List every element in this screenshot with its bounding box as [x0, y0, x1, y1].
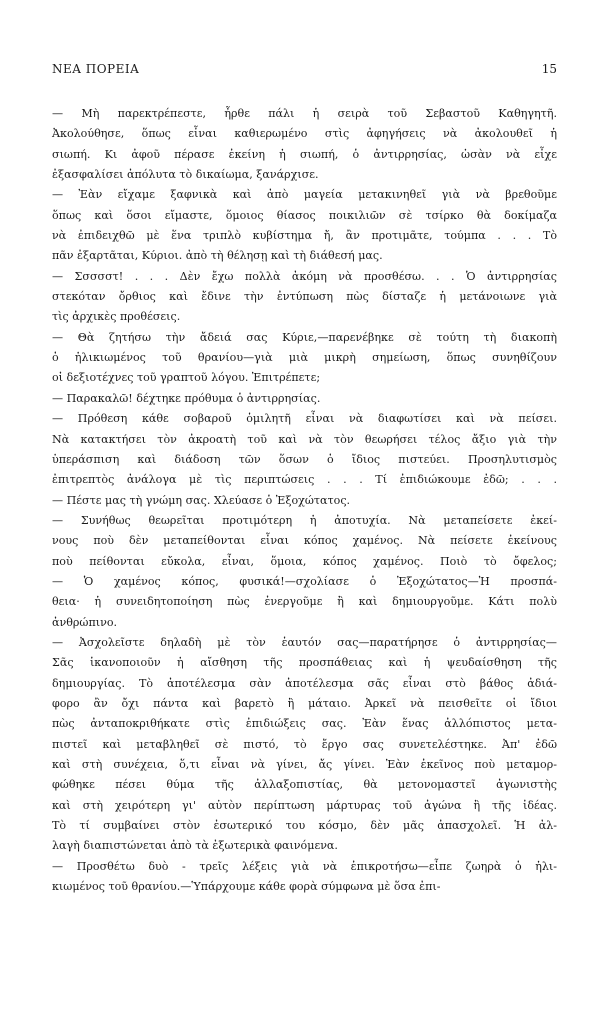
text-line: κιωμένος τοῦ θρανίου.—Ὑπάρχουμε κάθε φορὰ σύμφωνα μὲ ὅσα ἐπι-	[52, 880, 441, 894]
text-line: ποὺ πείθονται εὔκολα, εἶναι, ὅμοια, κόπος χαμένος. Ποιὸ τὸ ὄφελος;	[52, 554, 557, 568]
running-head: ΝΕΑ ΠΟΡΕΙΑ	[52, 62, 140, 76]
text-line: — Παρακαλῶ! δέχτηκε πρόθυμα ὁ ἀντιρρησίας.	[52, 391, 321, 405]
text-line: πὼς ἀνταποκριθήκατε στὶς ἐπιδιώξεις σας. Ἐὰν ἕνας ἀλλόπιστος μετα-	[52, 717, 557, 731]
text-line: — Θὰ ζητήσω τὴν ἄδειά σας Κύριε,—παρενέβηκε σὲ τούτη τὴ διακοπὴ	[52, 330, 557, 344]
text-line: νὰ ἐπιδειχθῶ μὲ ἕνα τριπλὸ κυβίστημα ἤ, ἂν προτιμᾶτε, τούμπα . . . Τὸ	[52, 229, 557, 243]
text-line: — Πρόθεση κάθε σοβαροῦ ὁμιλητῆ εἶναι νὰ διαφωτίσει καὶ νὰ πείσει.	[52, 412, 557, 426]
text-line: δημιουργίας. Τὸ ἀποτέλεσμα σὰν ἀποτέλεσμα σᾶς εἶναι στὸ βάθος ἀδιά-	[52, 676, 557, 690]
body-text	[52, 104, 557, 897]
text-line: — Ἀσχολεῖστε δηλαδὴ μὲ τὸν ἑαυτόν σας—παρατήρησε ὁ ἀντιρρησίας—	[52, 635, 557, 649]
text-line: ὁ ἡλικιωμένος τοῦ θρανίου—γιὰ μιὰ μικρὴ σημείωση, ὅπως συνηθίζουν	[52, 351, 557, 365]
text-line: — Σσσσστ! . . . Δὲν ἔχω πολλὰ ἀκόμη νὰ προσθέσω. . . Ὁ ἀντιρρησίας	[52, 269, 557, 283]
page-number: 15	[541, 62, 557, 76]
text-line: ὅπως καὶ ὅσοι εἴμαστε, ὅμοιος θίασος ποικιλιῶν σὲ τσίρκο θὰ δοκίμαζα	[52, 208, 557, 222]
text-line: φώθηκε πέσει θύμα τῆς ἀλλαξοπιστίας, θὰ μετονομαστεῖ ἀγωνιστὴς	[52, 778, 557, 792]
text-line: Ἀκολούθησε, ὅπως εἶναι καθιερωμένο στὶς ἀφηγήσεις νὰ ἀκολουθεῖ ἡ	[52, 127, 557, 141]
text-line: σιωπή. Κι ἀφοῦ πέρασε ἐκείνη ἡ σιωπή, ὁ ἀντιρρησίας, ὡσὰν νὰ εἶχε	[52, 147, 557, 161]
text-line: φορο ἂν ὄχι πάντα καὶ βαρετὸ ἢ μάταιο. Ἀρκεῖ νὰ πεισθεῖτε οἱ ἴδιοι	[52, 696, 557, 710]
text-line: ἐξασφαλίσει ἀπόλυτα τὸ δικαίωμα, ξανάρχισε.	[52, 168, 319, 182]
text-line: θεια· ἡ συνειδητοποίηση πὼς ἐνεργοῦμε ἢ καὶ δημιουργοῦμε. Κάτι πολὺ	[52, 595, 557, 609]
text-line: Νὰ κατακτήσει τὸν ἀκροατὴ τοῦ καὶ νὰ τὸν θεωρήσει τέλος ἄξιο γιὰ τὴν	[52, 432, 557, 446]
text-line: ἐπιτρεπτὸς ἀνάλογα μὲ τὶς περιπτώσεις . . . Τί ἐπιδιώκουμε ἐδῶ; . . .	[52, 473, 557, 487]
page-header	[52, 62, 557, 82]
text-line: στεκόταν ὄρθιος καὶ ἔδινε τὴν ἐντύπωση πὼς δίσταζε ἡ μετάνοιωνε γιὰ	[52, 290, 557, 304]
text-line: Τὸ τί συμβαίνει στὸν ἐσωτερικό του κόσμο, δὲν μᾶς ἀπασχολεῖ. Ἡ ἀλ-	[52, 819, 557, 833]
text-line: νους ποὺ δὲν μεταπείθονται εἶναι κόπος χαμένος. Νὰ πείσετε ἐκείνους	[52, 534, 557, 548]
text-line: — Ὁ χαμένος κόπος, φυσικά!—σχολίασε ὁ Ἐξοχώτατος—Ἡ προσπά-	[52, 574, 557, 588]
text-line: Σᾶς ἱκανοποιοῦν ἡ αἴσθηση τῆς προσπάθειας καὶ ἡ ψευδαίσθηση τῆς	[52, 656, 557, 670]
text-line: καὶ στὴ συνέχεια, ὅ,τι εἶναι νὰ γίνει, ἄς γίνει. Ἐὰν ἐκεῖνος ποὺ μεταμορ-	[52, 758, 557, 771]
text-line: ὑπεράσπιση καὶ διάδοση τῶν ὅσων ὁ ἴδιος πιστεύει. Προσηλυτισμὸς	[52, 452, 557, 466]
text-line: τὶς ἀρχικὲς προθέσεις.	[52, 310, 181, 324]
text-line: — Προσθέτω δυὸ - τρεῖς λέξεις γιὰ νὰ ἐπικροτήσω—εἶπε ζωηρὰ ὁ ἡλι-	[52, 859, 557, 873]
text-line: — Συνήθως θεωρεῖται προτιμότερη ἡ ἀποτυχία. Νὰ μεταπείσετε ἐκεί-	[52, 513, 557, 527]
text-line: πᾶν ἐξαρτᾶται, Κύριοι. ἀπὸ τὴ θέλησῃ καὶ τὴ διάθεσή μας.	[52, 249, 383, 263]
text-line: — Πέστε μας τὴ γνώμη σας. Χλεύασε ὁ Ἐξοχώτατος.	[52, 493, 351, 507]
text-line: καὶ στὴ χειρότερη γι' αὐτὸν περίπτωση μάρτυρας τοῦ ἀγώνα ἢ τῆς ἰδέας.	[52, 798, 557, 812]
book-page	[52, 62, 557, 897]
text-line: — Μὴ παρεκτρέπεστε, ἦρθε πάλι ἡ σειρὰ τοῦ Σεβαστοῦ Καθηγητῆ.	[52, 107, 557, 120]
text-line: — Ἐὰν εἴχαμε ξαφνικὰ καὶ ἀπὸ μαγεία μετακινηθεῖ γιὰ νὰ βρεθοῦμε	[52, 188, 557, 202]
text-line: οἱ δεξιοτέχνες τοῦ γραπτοῦ λόγου. Ἐπιτρέπετε;	[52, 371, 321, 385]
text-line: ἀνθρώπινο.	[52, 615, 118, 629]
text-line: πιστεῖ καὶ μεταβληθεῖ σὲ πιστό, τὸ ἔργο σας συνετελέστηκε. Ἀπ' ἐδῶ	[52, 737, 557, 751]
text-line: λαγὴ διαπιστώνεται ἀπὸ τὰ ἐξωτερικὰ φαινόμενα.	[52, 839, 338, 853]
